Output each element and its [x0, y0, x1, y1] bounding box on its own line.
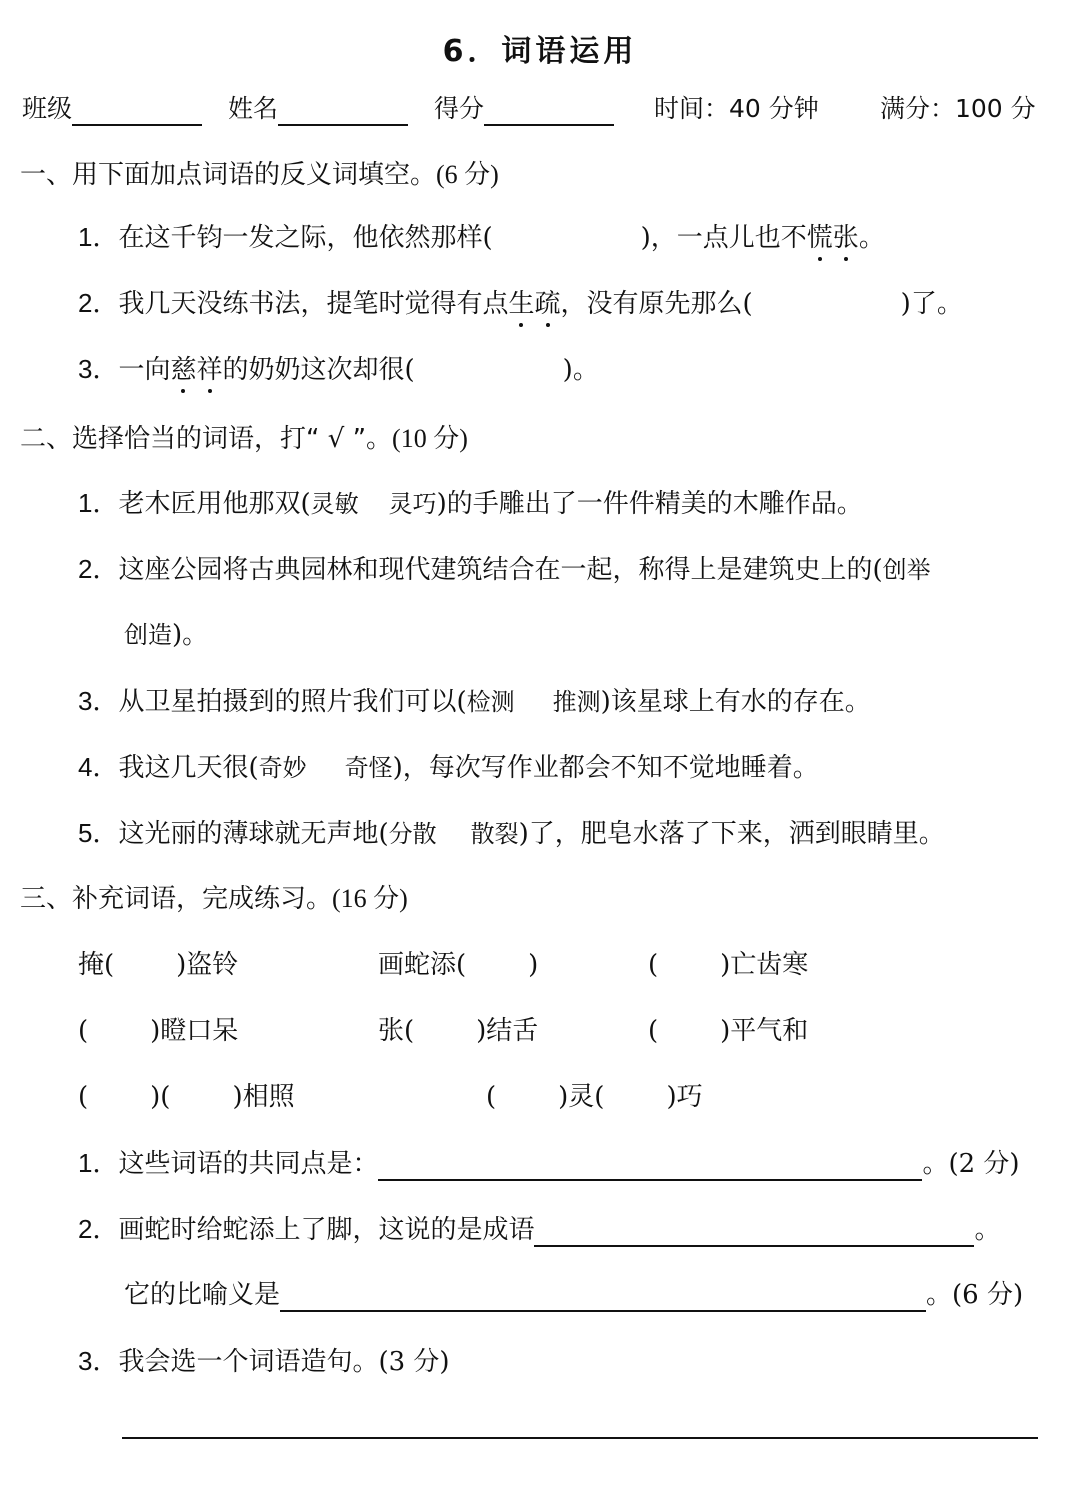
s1-question-2	[78, 286, 963, 321]
s1-q1-text-a: 在这千钧一发之际，他依然那样(	[118, 223, 493, 253]
name-label: 姓名	[228, 94, 279, 123]
idiom-6-b: )平气和	[720, 1016, 809, 1046]
s3-q1-text-a: 这些词语的共同点是：	[118, 1149, 379, 1179]
idiom-1-a: 掩(	[78, 950, 115, 980]
section3-title: 三、补充词语，完成练习。	[20, 884, 333, 914]
s2-q3-number: 3．	[78, 686, 119, 716]
idiom-2-b: )	[528, 950, 539, 980]
header-score	[434, 92, 614, 126]
idiom-4	[78, 1014, 238, 1048]
s2-q4-text-b: )，每次写作业都会不知不觉地睡着。	[392, 753, 819, 783]
s3-q1-text-b: 。(2 分)	[922, 1149, 1020, 1179]
class-label: 班级	[22, 94, 73, 123]
s3-question-1	[78, 1146, 1020, 1181]
idiom-3-a: (	[648, 950, 659, 980]
s2-q3-option-2[interactable]: 推测	[552, 688, 601, 716]
s1-q1-dotted-1: 慌	[806, 223, 833, 253]
s2-q3-text-b: )该星球上有水的存在。	[600, 687, 871, 717]
idiom-7-c: )相照	[232, 1082, 295, 1112]
idiom-6-a: (	[648, 1016, 659, 1046]
header-class	[22, 92, 202, 126]
s1-question-1	[78, 220, 885, 255]
idiom-5-b: )结舌	[476, 1016, 539, 1046]
s2-question-1	[78, 486, 863, 521]
s2-q1-option-2[interactable]: 灵巧	[388, 490, 437, 518]
s3-q2b-text-b: 。(6 分)	[926, 1280, 1024, 1310]
s1-q2-dotted-2: 疏	[534, 289, 561, 319]
s2-question-2	[78, 552, 931, 587]
idiom-7	[78, 1080, 295, 1114]
s3-question-3	[78, 1344, 450, 1379]
s2-q1-option-1[interactable]: 灵敏	[310, 490, 359, 518]
s3-q3-number: 3．	[78, 1346, 119, 1376]
s2-q2-number: 2．	[78, 554, 119, 584]
idiom-8	[486, 1080, 703, 1114]
s2-q4-text-a: 我这几天很(	[118, 753, 259, 783]
s1-q2-text-c: )了。	[900, 289, 963, 319]
score-field[interactable]	[484, 96, 614, 126]
idiom-3	[648, 948, 808, 982]
s2-q3-option-1[interactable]: 检测	[466, 688, 515, 716]
section1-points: (6 分)	[436, 160, 499, 189]
s3-question-2	[78, 1212, 1001, 1247]
s3-q1-number: 1．	[78, 1148, 119, 1178]
s2-q5-text-a: 这光丽的薄球就无声地(	[118, 819, 389, 849]
idiom-8-c: )巧	[666, 1082, 703, 1112]
s1-q1-text-c: 。	[858, 223, 885, 253]
s3-q2-meaning-field[interactable]	[280, 1282, 926, 1312]
page-title: 6．词语运用	[442, 34, 638, 69]
s1-q2-text-b: ，没有原先那么(	[560, 289, 753, 319]
s3-q1-answer-field[interactable]	[378, 1151, 922, 1181]
idiom-2	[378, 948, 538, 982]
s2-q4-number: 4．	[78, 752, 119, 782]
idiom-5	[378, 1014, 538, 1048]
s2-q5-option-1[interactable]: 分散	[388, 820, 437, 848]
s2-q4-option-1[interactable]: 奇妙	[258, 754, 307, 782]
s1-question-3	[78, 352, 599, 387]
section2-title: 二、选择恰当的词语，打“ √ ”。	[20, 424, 393, 454]
section3-points: (16 分)	[332, 884, 408, 913]
s3-q2-number: 2．	[78, 1214, 119, 1244]
s2-question-2-cont	[124, 618, 208, 652]
idiom-7-a: (	[78, 1082, 89, 1112]
sentence-answer-line[interactable]	[122, 1437, 1038, 1439]
s1-q1-dotted-2: 张	[832, 223, 859, 253]
s2-question-4	[78, 750, 819, 785]
header-name	[228, 92, 408, 126]
s2-q5-number: 5．	[78, 818, 119, 848]
s1-q3-dotted-2: 祥	[196, 355, 223, 385]
s2-question-5	[78, 816, 945, 851]
s2-q3-text-a: 从卫星拍摄到的照片我们可以(	[118, 687, 467, 717]
name-field[interactable]	[278, 96, 408, 126]
idiom-6	[648, 1014, 808, 1048]
s2-q1-text-b: )的手雕出了一件件精美的木雕作品。	[436, 489, 863, 519]
s2-question-3	[78, 684, 871, 719]
s2-q1-number: 1．	[78, 488, 119, 518]
s1-q2-text-a: 我几天没练书法，提笔时觉得有点	[118, 289, 509, 319]
time-limit: 时间：40 分钟	[654, 94, 819, 123]
s2-q5-text-b: )了，肥皂水落了下来，洒到眼睛里。	[518, 819, 945, 849]
class-field[interactable]	[72, 96, 202, 126]
section3-heading	[20, 882, 408, 916]
s3-q3-points: (3 分)	[378, 1347, 450, 1377]
idiom-1-b: )盗铃	[176, 950, 239, 980]
s1-q2-dotted-1: 生	[508, 289, 535, 319]
section2-points: (10 分)	[392, 424, 468, 453]
s2-q4-option-2[interactable]: 奇怪	[344, 754, 393, 782]
s3-q2b-text-a: 它的比喻义是	[124, 1280, 281, 1310]
s1-q2-number: 2．	[78, 288, 119, 318]
s2-q2-text-b: )。	[172, 620, 209, 650]
s2-q2-text-a: 这座公园将古典园林和现代建筑结合在一起，称得上是建筑史上的(	[118, 555, 883, 585]
idiom-8-b: )灵(	[558, 1082, 605, 1112]
idiom-4-a: (	[78, 1016, 89, 1046]
s2-q2-option-2[interactable]: 创造	[124, 621, 172, 649]
section1-title: 一、用下面加点词语的反义词填空。	[20, 160, 437, 190]
score-label: 得分	[434, 94, 485, 123]
idiom-7-b: )(	[150, 1082, 171, 1112]
section2-heading	[20, 422, 468, 456]
idiom-4-b: )瞪口呆	[150, 1016, 239, 1046]
section1-heading	[20, 158, 499, 192]
idiom-8-a: (	[486, 1082, 497, 1112]
idiom-2-a: 画蛇添(	[378, 950, 467, 980]
s1-q1-number: 1．	[78, 222, 119, 252]
idiom-3-b: )亡齿寒	[720, 950, 809, 980]
s1-q3-text-a: 一向	[118, 355, 171, 385]
s3-q2-text-b: 。	[974, 1215, 1001, 1245]
idiom-5-a: 张(	[378, 1016, 415, 1046]
s1-q1-text-b: )，一点儿也不	[640, 223, 807, 253]
s3-q2-text-a: 画蛇时给蛇添上了脚，这说的是成语	[118, 1215, 535, 1245]
s3-q2-idiom-field[interactable]	[534, 1217, 974, 1247]
s3-question-2-cont	[124, 1278, 1023, 1312]
full-score: 满分：100 分	[880, 94, 1036, 123]
s1-q3-text-b: 的奶奶这次却很(	[222, 355, 415, 385]
s2-q1-text-a: 老木匠用他那双(	[118, 489, 311, 519]
s1-q3-number: 3．	[78, 354, 119, 384]
s2-q2-option-1[interactable]: 创举	[882, 556, 931, 584]
s1-q3-text-c: )。	[562, 355, 599, 385]
s1-q3-dotted-1: 慈	[170, 355, 197, 385]
s3-q3-text-a: 我会选一个词语造句。	[118, 1347, 379, 1377]
s2-q5-option-2[interactable]: 散裂	[470, 820, 519, 848]
idiom-1	[78, 948, 238, 982]
